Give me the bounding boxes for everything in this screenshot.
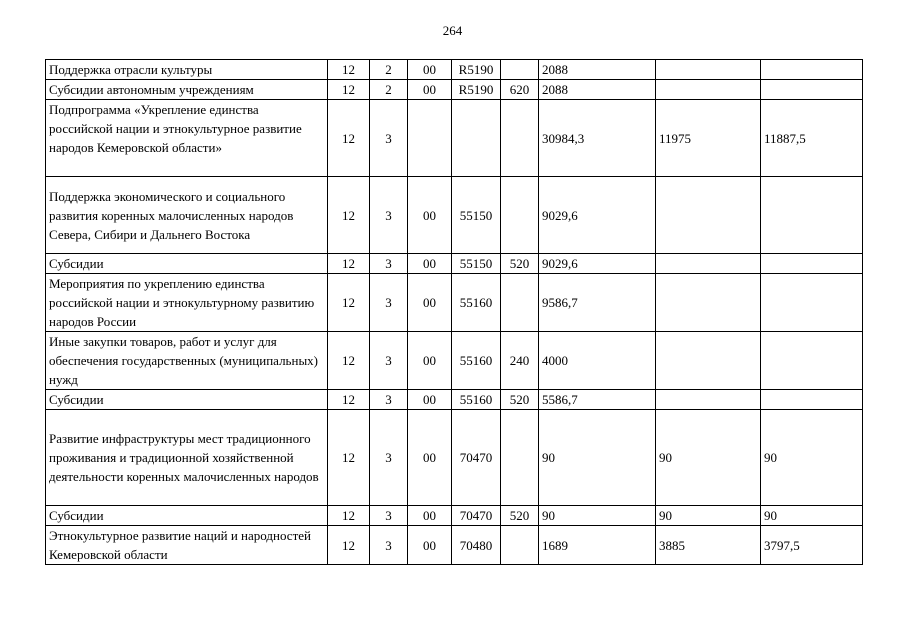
program-cell: 00 xyxy=(408,177,452,254)
program-cell xyxy=(408,100,452,177)
expense-type-cell xyxy=(501,177,539,254)
value-year1-cell: 9029,6 xyxy=(539,177,656,254)
expense-type-cell xyxy=(501,410,539,506)
podrazdel-cell: 3 xyxy=(370,390,408,410)
target-code-cell: 55160 xyxy=(452,332,501,390)
row-name: Мероприятия по укреплению единства российской нации и этнокультурному развитию народов России xyxy=(46,274,328,332)
value-year2-cell xyxy=(656,254,761,274)
value-year1-cell: 2088 xyxy=(539,80,656,100)
value-year2-cell xyxy=(656,274,761,332)
expense-type-cell xyxy=(501,100,539,177)
table-row xyxy=(46,332,863,390)
row-name: Поддержка отрасли культуры xyxy=(46,60,328,80)
table-row xyxy=(46,60,863,80)
value-year3-cell xyxy=(761,177,863,254)
row-name: Субсидии xyxy=(46,506,328,526)
value-year1-cell: 5586,7 xyxy=(539,390,656,410)
value-year1-cell: 9586,7 xyxy=(539,274,656,332)
podrazdel-cell: 3 xyxy=(370,526,408,565)
table-row xyxy=(46,100,863,177)
page-number: 264 xyxy=(442,23,463,38)
value-year2-cell: 90 xyxy=(656,410,761,506)
table-row xyxy=(46,506,863,526)
target-code-cell: 70470 xyxy=(452,410,501,506)
value-year2-cell xyxy=(656,332,761,390)
program-cell: 00 xyxy=(408,526,452,565)
program-cell: 00 xyxy=(408,274,452,332)
target-code-cell: 55160 xyxy=(452,274,501,332)
podrazdel-cell: 3 xyxy=(370,506,408,526)
row-name: Субсидии автономным учреждениям xyxy=(46,80,328,100)
value-year3-cell: 3797,5 xyxy=(761,526,863,565)
podrazdel-cell: 3 xyxy=(370,410,408,506)
target-code-cell: 55150 xyxy=(452,254,501,274)
value-year1-cell: 2088 xyxy=(539,60,656,80)
expense-type-cell xyxy=(501,60,539,80)
program-cell: 00 xyxy=(408,410,452,506)
row-name: Подпрограмма «Укрепление единства российской нации и этнокультурное развитие народов Кемеровской области» xyxy=(46,100,328,177)
table-row xyxy=(46,390,863,410)
expense-type-cell: 520 xyxy=(501,254,539,274)
target-code-cell: R5190 xyxy=(452,80,501,100)
value-year3-cell: 90 xyxy=(761,506,863,526)
value-year1-cell: 30984,3 xyxy=(539,100,656,177)
expense-type-cell xyxy=(501,526,539,565)
program-cell: 00 xyxy=(408,80,452,100)
value-year2-cell xyxy=(656,60,761,80)
table-row xyxy=(46,526,863,565)
value-year1-cell: 90 xyxy=(539,410,656,506)
razdel-cell: 12 xyxy=(328,390,370,410)
table-row xyxy=(46,80,863,100)
razdel-cell: 12 xyxy=(328,100,370,177)
razdel-cell: 12 xyxy=(328,526,370,565)
podrazdel-cell: 2 xyxy=(370,80,408,100)
row-name: Субсидии xyxy=(46,390,328,410)
target-code-cell xyxy=(452,100,501,177)
podrazdel-cell: 3 xyxy=(370,254,408,274)
value-year2-cell xyxy=(656,177,761,254)
podrazdel-cell: 3 xyxy=(370,332,408,390)
table-row xyxy=(46,254,863,274)
table-row xyxy=(46,177,863,254)
value-year3-cell: 90 xyxy=(761,410,863,506)
target-code-cell: 55150 xyxy=(452,177,501,254)
row-name: Развитие инфраструктуры мест традиционного проживания и традиционной хозяйственной деятельности коренных малочисленных народов xyxy=(46,410,328,506)
value-year1-cell: 9029,6 xyxy=(539,254,656,274)
program-cell: 00 xyxy=(408,506,452,526)
target-code-cell: R5190 xyxy=(452,60,501,80)
expense-type-cell: 520 xyxy=(501,390,539,410)
program-cell: 00 xyxy=(408,60,452,80)
program-cell: 00 xyxy=(408,332,452,390)
value-year3-cell xyxy=(761,332,863,390)
expense-type-cell: 520 xyxy=(501,506,539,526)
row-name: Иные закупки товаров, работ и услуг для обеспечения государственных (муниципальных) нужд xyxy=(46,332,328,390)
target-code-cell: 70470 xyxy=(452,506,501,526)
table-row xyxy=(46,410,863,506)
value-year1-cell: 1689 xyxy=(539,526,656,565)
value-year2-cell xyxy=(656,80,761,100)
row-name: Этнокультурное развитие наций и народностей Кемеровской области xyxy=(46,526,328,565)
value-year2-cell: 11975 xyxy=(656,100,761,177)
target-code-cell: 55160 xyxy=(452,390,501,410)
value-year3-cell: 11887,5 xyxy=(761,100,863,177)
value-year2-cell: 90 xyxy=(656,506,761,526)
program-cell: 00 xyxy=(408,254,452,274)
podrazdel-cell: 2 xyxy=(370,60,408,80)
target-code-cell: 70480 xyxy=(452,526,501,565)
value-year3-cell xyxy=(761,80,863,100)
razdel-cell: 12 xyxy=(328,332,370,390)
budget-table xyxy=(45,59,863,565)
expense-type-cell xyxy=(501,274,539,332)
row-name: Поддержка экономического и социального развития коренных малочисленных народов Севера, Сибири и Дальнего Востока xyxy=(46,177,328,254)
razdel-cell: 12 xyxy=(328,410,370,506)
value-year3-cell xyxy=(761,60,863,80)
podrazdel-cell: 3 xyxy=(370,177,408,254)
value-year3-cell xyxy=(761,254,863,274)
value-year3-cell xyxy=(761,390,863,410)
razdel-cell: 12 xyxy=(328,177,370,254)
expense-type-cell: 240 xyxy=(501,332,539,390)
value-year2-cell: 3885 xyxy=(656,526,761,565)
value-year1-cell: 90 xyxy=(539,506,656,526)
razdel-cell: 12 xyxy=(328,506,370,526)
value-year2-cell xyxy=(656,390,761,410)
razdel-cell: 12 xyxy=(328,274,370,332)
value-year1-cell: 4000 xyxy=(539,332,656,390)
razdel-cell: 12 xyxy=(328,254,370,274)
value-year3-cell xyxy=(761,274,863,332)
podrazdel-cell: 3 xyxy=(370,274,408,332)
program-cell: 00 xyxy=(408,390,452,410)
table-row xyxy=(46,274,863,332)
podrazdel-cell: 3 xyxy=(370,100,408,177)
expense-type-cell: 620 xyxy=(501,80,539,100)
razdel-cell: 12 xyxy=(328,60,370,80)
row-name: Субсидии xyxy=(46,254,328,274)
razdel-cell: 12 xyxy=(328,80,370,100)
